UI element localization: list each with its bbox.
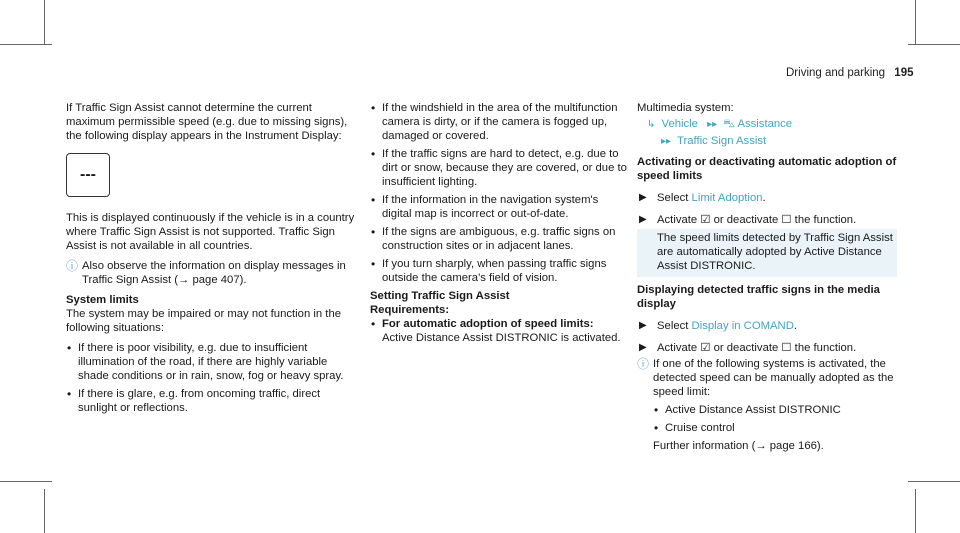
display-paragraph: This is displayed continuously if the vehicle is in a country where Traffic Sign Assist is not supported. Traffic Sign Assist is not available in all countries. xyxy=(66,212,355,252)
list-item: • If the windshield in the area of the multifunction camera is dirty, or if the camera is fogged up, damaged or covered. xyxy=(370,101,630,143)
note-text[interactable]: Also observe the information on display messages in Traffic Sign Assist (→ page 407). xyxy=(82,260,346,286)
crop-mark xyxy=(0,481,52,482)
requirements-list xyxy=(370,317,630,345)
menu-item-traffic-sign-assist[interactable]: Traffic Sign Assist xyxy=(676,135,767,147)
list-item: • Active Distance Assist DISTRONIC xyxy=(653,403,897,417)
requirement-title: For automatic adoption of speed limits: xyxy=(382,318,594,330)
crop-mark xyxy=(44,489,45,533)
crop-mark xyxy=(44,0,45,44)
section-title: Driving and parking xyxy=(786,67,886,79)
display-in-comand-link[interactable]: Display in COMAND xyxy=(691,320,794,332)
note-display-messages xyxy=(66,259,356,287)
step-arrow-icon: ▶ xyxy=(639,320,647,331)
page-number: 195 xyxy=(894,67,914,79)
column-right xyxy=(637,101,897,453)
step-select-limit-adoption: ▶ Select Limit Adoption. xyxy=(639,192,766,204)
crop-mark xyxy=(908,481,960,482)
menu-item-assistance[interactable]: Assistance xyxy=(737,118,793,130)
menu-item-vehicle[interactable]: Vehicle xyxy=(661,118,698,130)
further-info[interactable]: Further information (→ page 166). xyxy=(653,440,824,452)
list-item: • If there is glare, e.g. from oncoming traffic, direct sunlight or reflections. xyxy=(66,387,356,415)
menu-path-label: Multimedia system: xyxy=(637,102,734,114)
step-activate-display: ▶ Activate ☑ or deactivate ☐ the function. xyxy=(639,342,857,354)
step-arrow-icon: ▶ xyxy=(639,214,647,225)
crop-mark xyxy=(915,0,916,44)
info-icon: ⓘ xyxy=(66,259,79,273)
limit-adoption-link[interactable]: Limit Adoption xyxy=(691,192,763,204)
section-heading-adoption: Activating or deactivating automatic adoption of speed limits xyxy=(637,156,897,182)
requirements-heading: Requirements: xyxy=(370,304,450,316)
step-select-display: ▶ Select Display in COMAND. xyxy=(639,320,798,332)
step-result-box: The speed limits detected by Traffic Sign Assist are automatically adopted by Active Distance Assist DISTRONIC. xyxy=(637,229,897,277)
chevron-right-icon: ▸▸ xyxy=(707,119,718,130)
limits-intro: The system may be impaired or may not function in the following situations: xyxy=(66,308,342,334)
section-heading-system-limits: System limits xyxy=(66,294,139,306)
crop-mark xyxy=(0,44,52,45)
list-item: • If the information in the navigation system's digital map is incorrect or out-of-date. xyxy=(370,193,630,221)
page-header xyxy=(786,66,913,80)
crop-mark xyxy=(915,489,916,533)
list-item: • If there is poor visibility, e.g. due to insufficient illumination of the road, if there are highly variable shade conditions or in rain, snow, fog or heavy spray. xyxy=(66,341,356,383)
requirement-text: Active Distance Assist DISTRONIC is activated. xyxy=(382,332,621,344)
step-arrow-icon: ▶ xyxy=(639,192,647,203)
car-icon: ⛍ xyxy=(723,118,735,130)
list-item xyxy=(370,317,630,345)
step-arrow-icon: ▶ xyxy=(639,342,647,353)
list-item: • Cruise control xyxy=(653,421,897,435)
no-speed-symbol: --- xyxy=(66,153,110,197)
list-item: • If you turn sharply, when passing traffic signs outside the camera's field of vision. xyxy=(370,257,630,285)
column-left xyxy=(66,101,356,419)
intro-paragraph: If Traffic Sign Assist cannot determine the current maximum permissible speed (e.g. due to missing signs), the following display appears in the Instrument Display: xyxy=(66,102,348,142)
chevron-right-icon: ▸▸ xyxy=(661,136,672,147)
crop-mark xyxy=(908,44,960,45)
menu-path xyxy=(637,117,897,149)
section-heading-media-display: Displaying detected traffic signs in the media display xyxy=(637,284,880,310)
systems-list xyxy=(653,403,897,435)
list-item: • If the traffic signs are hard to detect, e.g. due to dirt or snow, because they are covered, or due to insufficient lighting. xyxy=(370,147,630,189)
note-manual-adoption: ⓘ If one of the following systems is activated, the detected speed can be manually adopted as the speed limit: • Active Distance Assist DISTRONIC • Cruise control Further information (→ page 166). xyxy=(637,357,897,453)
step-activate-adoption: ▶ Activate ☑ or deactivate ☐ the function. xyxy=(639,214,857,226)
return-arrow-icon: ↳ xyxy=(647,119,656,130)
limits-list-continued xyxy=(370,101,630,285)
list-item: • If the signs are ambiguous, e.g. traffic signs on construction sites or in adjacent lanes. xyxy=(370,225,630,253)
limits-list xyxy=(66,341,356,415)
column-middle xyxy=(370,101,630,349)
section-heading-setting: Setting Traffic Sign Assist xyxy=(370,290,510,302)
info-icon: ⓘ xyxy=(637,357,650,371)
